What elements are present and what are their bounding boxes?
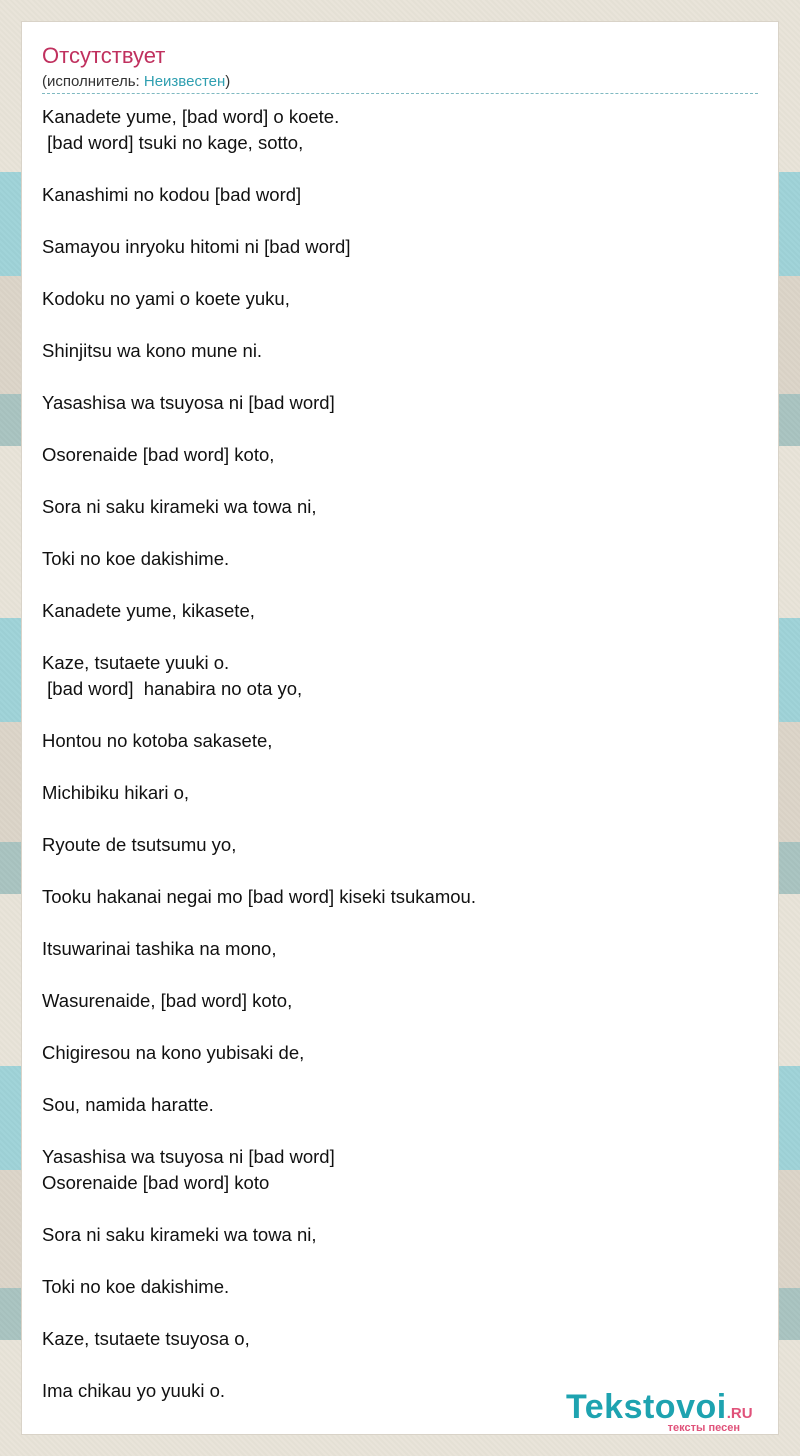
song-title: Отсутствует (42, 43, 166, 68)
lyric-blank-line (42, 208, 758, 234)
lyric-blank-line (42, 1300, 758, 1326)
lyric-blank-line (42, 806, 758, 832)
lyric-blank-line (42, 1014, 758, 1040)
lyric-line: Itsuwarinai tashika na mono, (42, 938, 277, 959)
lyric-blank-line (42, 572, 758, 598)
lyric-blank-line (42, 754, 758, 780)
lyric-line: Sora ni saku kirameki wa towa ni, (42, 496, 317, 517)
lyric-blank-line (42, 624, 758, 650)
lyric-line: Osorenaide [bad word] koto, (42, 444, 275, 465)
lyric-line: Yasashisa wa tsuyosa ni [bad word] (42, 1146, 335, 1167)
lyric-line: Tooku hakanai negai mo [bad word] kiseki tsukamou. (42, 886, 476, 907)
lyric-line: Ima chikau yo yuuki o. (42, 1380, 226, 1401)
lyric-line: [bad word] tsuki no kage, sotto, (42, 132, 304, 153)
lyric-blank-line (42, 962, 758, 988)
lyric-line: Osorenaide [bad word] koto (42, 1172, 270, 1193)
lyric-line: Kanadete yume, kikasete, (42, 600, 255, 621)
lyric-blank-line (42, 156, 758, 182)
lyrics-text (42, 104, 758, 1404)
artist-suffix: ) (225, 73, 231, 90)
lyric-blank-line (42, 260, 758, 286)
lyric-line: Chigiresou na kono yubisaki de, (42, 1042, 305, 1063)
divider (42, 93, 758, 94)
lyric-line: Michibiku hikari o, (42, 782, 190, 803)
lyric-blank-line (42, 416, 758, 442)
logo-tagline: тексты песен (667, 1422, 740, 1434)
lyric-line: Yasashisa wa tsuyosa ni [bad word] (42, 392, 335, 413)
artist-prefix: (исполнитель: (42, 73, 144, 90)
lyric-line: Sou, namida haratte. (42, 1094, 214, 1115)
lyric-line: Kanashimi no kodou [bad word] (42, 184, 302, 205)
lyric-line: Kodoku no yami o koete yuku, (42, 288, 290, 309)
lyric-line: Hontou no kotoba sakasete, (42, 730, 273, 751)
lyrics-card (22, 22, 778, 1434)
lyric-blank-line (42, 1352, 758, 1378)
lyric-line: Shinjitsu wa kono mune ni. (42, 340, 263, 361)
lyric-blank-line (42, 1248, 758, 1274)
lyric-line: [bad word] hanabira no ota yo, (42, 678, 303, 699)
lyric-line: Ryoute de tsutsumu yo, (42, 834, 237, 855)
lyric-blank-line (42, 1196, 758, 1222)
lyric-blank-line (42, 858, 758, 884)
lyric-blank-line (42, 702, 758, 728)
lyric-blank-line (42, 1118, 758, 1144)
lyric-blank-line (42, 520, 758, 546)
lyric-line: Samayou inryoku hitomi ni [bad word] (42, 236, 351, 257)
lyric-blank-line (42, 312, 758, 338)
site-logo[interactable] (566, 1390, 770, 1434)
lyric-line: Toki no koe dakishime. (42, 548, 230, 569)
lyric-blank-line (42, 1066, 758, 1092)
lyric-line: Kanadete yume, [bad word] o koete. (42, 106, 340, 127)
logo-tld: .RU (726, 1405, 753, 1422)
lyric-blank-line (42, 910, 758, 936)
artist-line (42, 73, 230, 91)
lyric-line: Wasurenaide, [bad word] koto, (42, 990, 293, 1011)
lyric-line: Kaze, tsutaete yuuki o. (42, 652, 230, 673)
logo-name: Tekstovoi (566, 1388, 727, 1426)
lyric-line: Kaze, tsutaete tsuyosa o, (42, 1328, 250, 1349)
lyric-blank-line (42, 364, 758, 390)
lyric-line: Sora ni saku kirameki wa towa ni, (42, 1224, 317, 1245)
artist-link[interactable]: Неизвестен (143, 73, 226, 90)
lyric-line: Toki no koe dakishime. (42, 1276, 230, 1297)
lyric-blank-line (42, 468, 758, 494)
